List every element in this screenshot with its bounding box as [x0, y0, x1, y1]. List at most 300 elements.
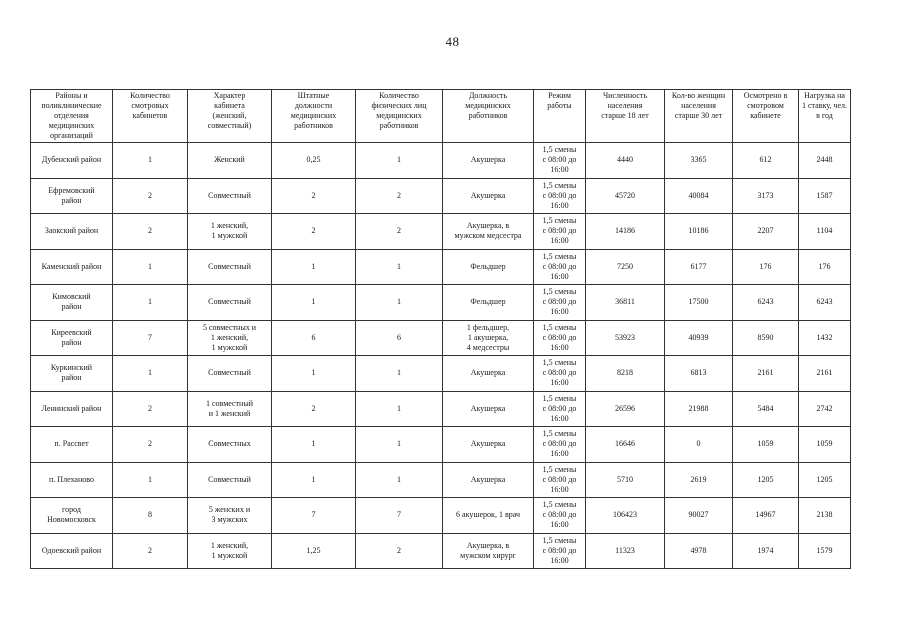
district-cell-text: Каменский район — [41, 261, 102, 271]
staff-positions-cell — [272, 533, 356, 569]
schedule-cell-text: 1,5 смены с 08:00 до 16:00 — [542, 393, 577, 423]
position-cell — [443, 498, 534, 534]
load-cell-text: 1059 — [816, 439, 833, 449]
schedule-cell — [534, 178, 586, 214]
load-cell — [799, 427, 851, 463]
population-cell-text: 8218 — [617, 368, 633, 378]
column-header-label: Режим работы — [547, 91, 572, 110]
women-cell — [665, 356, 733, 392]
room-type-cell-text: Совместных — [208, 439, 251, 449]
staff-positions-cell — [272, 178, 356, 214]
staff-positions-cell-text: 7 — [311, 510, 316, 520]
room-count-cell — [113, 462, 188, 498]
room-type-cell — [188, 285, 272, 321]
staff-count-cell-text: 1 — [397, 261, 401, 271]
examined-cell — [733, 249, 799, 285]
examined-cell — [733, 178, 799, 214]
load-cell-text: 2161 — [816, 368, 833, 378]
table-row — [31, 143, 851, 179]
room-count-cell — [113, 320, 188, 356]
population-cell — [586, 249, 665, 285]
district-cell-text: Дубенский район — [41, 155, 102, 165]
column-header-label: Количество физических лиц медицинских работников — [371, 91, 427, 130]
examined-cell-text: 2207 — [757, 226, 774, 236]
position-cell-text: Акушерка — [470, 368, 506, 378]
position-cell — [443, 533, 534, 569]
district-cell-text: Заокский район — [44, 226, 99, 236]
district-cell — [31, 285, 113, 321]
column-header-label: Кол-во женщин населения старше 30 лет — [671, 91, 726, 120]
staff-count-cell-text: 1 — [397, 155, 401, 165]
position-cell-text: Акушерка — [470, 190, 506, 200]
room-type-cell-text: 1 женский, 1 мужской — [210, 540, 249, 560]
examined-cell-text: 2161 — [757, 368, 774, 378]
women-cell-text: 40939 — [688, 332, 709, 342]
examined-cell — [733, 356, 799, 392]
staff-positions-cell-text: 1 — [311, 368, 316, 378]
staff-count-cell-text: 1 — [397, 297, 401, 307]
women-cell — [665, 143, 733, 179]
population-cell — [586, 427, 665, 463]
examined-cell — [733, 320, 799, 356]
room-type-cell — [188, 356, 272, 392]
staff-positions-cell — [272, 462, 356, 498]
load-cell-text: 1579 — [816, 545, 833, 555]
district-cell — [31, 249, 113, 285]
column-header — [799, 90, 851, 143]
position-cell-text: Акушерка — [470, 403, 506, 413]
schedule-cell-text: 1,5 смены с 08:00 до 16:00 — [542, 145, 577, 175]
position-cell-text: 6 акушерок, 1 врач — [456, 510, 520, 520]
women-cell — [665, 391, 733, 427]
room-count-cell — [113, 178, 188, 214]
load-cell-text: 1205 — [816, 474, 833, 484]
district-cell-text: город Новомосковск — [47, 505, 96, 525]
load-cell-text: 2138 — [816, 510, 833, 520]
load-cell-text: 2448 — [816, 155, 833, 165]
staff-count-cell-text: 2 — [397, 545, 401, 555]
room-count-cell — [113, 214, 188, 250]
room-type-cell — [188, 143, 272, 179]
column-header-label: Количество смотровых кабинетов — [130, 91, 170, 120]
load-cell — [799, 498, 851, 534]
column-header — [534, 90, 586, 143]
column-header — [586, 90, 665, 143]
schedule-cell — [534, 533, 586, 569]
women-cell-text: 10186 — [688, 226, 709, 236]
staff-positions-cell — [272, 143, 356, 179]
staff-count-cell — [356, 391, 443, 427]
staff-positions-cell — [272, 356, 356, 392]
staff-count-cell-text: 6 — [397, 332, 401, 342]
column-header-label: Должность медицинских работников — [465, 91, 511, 120]
staff-positions-cell-text: 2 — [311, 190, 316, 200]
staff-positions-cell-text: 1 — [311, 261, 316, 271]
schedule-cell-text: 1,5 смены с 08:00 до 16:00 — [542, 180, 577, 210]
staff-positions-cell — [272, 498, 356, 534]
district-cell — [31, 533, 113, 569]
schedule-cell — [534, 143, 586, 179]
staff-positions-cell — [272, 214, 356, 250]
table-row — [31, 533, 851, 569]
population-cell-text: 106423 — [613, 510, 637, 520]
load-cell-text: 1104 — [816, 226, 833, 236]
staff-positions-cell-text: 0,25 — [306, 155, 321, 165]
women-cell — [665, 249, 733, 285]
examined-cell-text: 1059 — [757, 439, 774, 449]
examined-cell — [733, 498, 799, 534]
schedule-cell-text: 1,5 смены с 08:00 до 16:00 — [542, 216, 577, 246]
page-number: 48 — [445, 34, 460, 49]
room-count-cell-text: 1 — [148, 261, 152, 271]
staff-positions-cell — [272, 249, 356, 285]
staff-count-cell-text: 1 — [397, 403, 401, 413]
women-cell — [665, 285, 733, 321]
position-cell — [443, 391, 534, 427]
column-header-label: Штатные должности медицинских работников — [290, 91, 337, 130]
staff-count-cell-text: 7 — [397, 510, 401, 520]
examined-cell — [733, 143, 799, 179]
women-cell — [665, 462, 733, 498]
room-count-cell — [113, 143, 188, 179]
load-cell — [799, 533, 851, 569]
women-cell-text: 3365 — [690, 155, 707, 165]
women-cell-text: 2619 — [690, 474, 707, 484]
room-count-cell-text: 7 — [148, 332, 152, 342]
room-count-cell-text: 2 — [148, 190, 152, 200]
staff-count-cell — [356, 249, 443, 285]
schedule-cell-text: 1,5 смены с 08:00 до 16:00 — [542, 251, 577, 281]
schedule-cell — [534, 498, 586, 534]
position-cell — [443, 320, 534, 356]
population-cell-text: 4440 — [617, 155, 633, 165]
women-cell-text: 6177 — [690, 261, 707, 271]
staff-count-cell — [356, 143, 443, 179]
staff-positions-cell-text: 6 — [311, 332, 316, 342]
table-row — [31, 178, 851, 214]
women-cell-text: 40084 — [688, 190, 709, 200]
room-count-cell — [113, 285, 188, 321]
population-cell — [586, 214, 665, 250]
staff-positions-cell — [272, 320, 356, 356]
room-type-cell-text: 1 женский, 1 мужской — [210, 221, 249, 241]
load-cell — [799, 285, 851, 321]
women-cell-text: 17500 — [688, 297, 709, 307]
load-cell — [799, 249, 851, 285]
position-cell — [443, 214, 534, 250]
room-type-cell — [188, 533, 272, 569]
room-count-cell — [113, 533, 188, 569]
table-row — [31, 391, 851, 427]
district-cell-text: п. Плеханово — [49, 474, 94, 484]
examined-cell-text: 6243 — [757, 297, 774, 307]
room-type-cell-text: Совместный — [208, 368, 251, 378]
staff-count-cell — [356, 462, 443, 498]
district-cell-text: Ефремовский район — [48, 185, 95, 205]
room-type-cell — [188, 178, 272, 214]
schedule-cell — [534, 427, 586, 463]
examined-cell-text: 5484 — [757, 403, 774, 413]
table-row — [31, 285, 851, 321]
district-cell-text: Ленинский район — [41, 403, 102, 413]
load-cell — [799, 320, 851, 356]
room-type-cell — [188, 462, 272, 498]
schedule-cell-text: 1,5 смены с 08:00 до 16:00 — [542, 287, 577, 317]
load-cell-text: 6243 — [816, 297, 833, 307]
schedule-cell-text: 1,5 смены с 08:00 до 16:00 — [542, 535, 577, 565]
women-cell-text: 90027 — [688, 510, 709, 520]
women-cell — [665, 498, 733, 534]
population-cell-text: 5710 — [617, 474, 633, 484]
table-body — [31, 143, 851, 569]
table-row — [31, 214, 851, 250]
staff-count-cell-text: 1 — [397, 439, 401, 449]
staff-count-cell — [356, 356, 443, 392]
room-count-cell — [113, 498, 188, 534]
position-cell — [443, 427, 534, 463]
table-row — [31, 320, 851, 356]
district-cell-text: п. Рассвет — [54, 439, 89, 449]
room-type-cell — [188, 498, 272, 534]
schedule-cell — [534, 462, 586, 498]
column-header — [272, 90, 356, 143]
staff-count-cell — [356, 498, 443, 534]
women-cell-text: 4978 — [690, 545, 707, 555]
schedule-cell-text: 1,5 смены с 08:00 до 16:00 — [542, 358, 577, 388]
women-cell-text: 21988 — [688, 403, 709, 413]
population-cell — [586, 320, 665, 356]
district-cell — [31, 462, 113, 498]
district-cell — [31, 320, 113, 356]
population-cell-text: 7250 — [617, 261, 633, 271]
room-count-cell-text: 1 — [148, 297, 152, 307]
header-row — [31, 90, 851, 143]
district-cell — [31, 214, 113, 250]
position-cell-text: Акушерка — [470, 439, 506, 449]
population-cell — [586, 285, 665, 321]
room-type-cell — [188, 214, 272, 250]
column-header-label: Характер кабинета (женский, совместный) — [207, 91, 252, 130]
staff-positions-cell-text: 1,25 — [306, 545, 321, 555]
staff-count-cell-text: 1 — [397, 368, 401, 378]
examined-cell-text: 1205 — [757, 474, 774, 484]
table-header — [31, 90, 851, 143]
population-cell — [586, 462, 665, 498]
staff-positions-cell — [272, 391, 356, 427]
room-count-cell — [113, 391, 188, 427]
column-header-label: Нагрузка на 1 ставку, чел. в год — [801, 91, 847, 120]
staff-count-cell — [356, 533, 443, 569]
population-cell-text: 11323 — [615, 545, 635, 555]
women-cell — [665, 320, 733, 356]
position-cell — [443, 249, 534, 285]
position-cell — [443, 462, 534, 498]
women-cell — [665, 178, 733, 214]
room-type-cell — [188, 427, 272, 463]
column-header — [188, 90, 272, 143]
district-cell — [31, 427, 113, 463]
column-header — [113, 90, 188, 143]
staff-count-cell — [356, 285, 443, 321]
examined-cell — [733, 285, 799, 321]
position-cell-text: 1 фельдшер, 1 акушерка, 4 медсестры — [466, 322, 510, 352]
staff-count-cell — [356, 427, 443, 463]
schedule-cell — [534, 320, 586, 356]
staff-positions-cell-text: 2 — [311, 226, 316, 236]
column-header-label: Численность населения старше 18 лет — [601, 91, 649, 120]
population-cell — [586, 178, 665, 214]
position-cell — [443, 285, 534, 321]
staff-count-cell — [356, 214, 443, 250]
population-cell-text: 45720 — [615, 190, 635, 200]
schedule-cell-text: 1,5 смены с 08:00 до 16:00 — [542, 464, 577, 494]
load-cell — [799, 356, 851, 392]
examined-cell — [733, 214, 799, 250]
staff-count-cell-text: 2 — [397, 226, 401, 236]
women-cell-text: 0 — [696, 439, 701, 449]
room-count-cell-text: 1 — [148, 474, 152, 484]
district-cell — [31, 498, 113, 534]
room-count-cell — [113, 356, 188, 392]
table-row — [31, 356, 851, 392]
district-cell — [31, 178, 113, 214]
room-type-cell — [188, 391, 272, 427]
table-row — [31, 462, 851, 498]
population-cell-text: 14186 — [615, 226, 635, 236]
room-type-cell-text: Совместный — [208, 261, 251, 271]
room-type-cell-text: Женский — [214, 155, 245, 165]
column-header-label: Районы и поликлинические отделения медицинских организаций — [41, 91, 102, 140]
position-cell-text: Фельдшер — [470, 261, 506, 271]
column-header — [733, 90, 799, 143]
examined-cell-text: 612 — [759, 155, 772, 165]
room-type-cell — [188, 249, 272, 285]
examined-cell — [733, 462, 799, 498]
staff-positions-cell-text: 1 — [311, 474, 316, 484]
examined-cell-text: 8590 — [757, 332, 774, 342]
load-cell-text: 1432 — [816, 332, 833, 342]
schedule-cell-text: 1,5 смены с 08:00 до 16:00 — [542, 429, 577, 459]
women-cell — [665, 427, 733, 463]
staff-positions-cell-text: 1 — [311, 439, 316, 449]
population-cell-text: 26596 — [615, 403, 635, 413]
table-row — [31, 498, 851, 534]
women-cell — [665, 214, 733, 250]
column-header — [31, 90, 113, 143]
position-cell-text: Фельдшер — [470, 297, 506, 307]
schedule-cell — [534, 249, 586, 285]
population-cell-text: 36811 — [615, 297, 635, 307]
staff-count-cell-text: 2 — [397, 190, 401, 200]
schedule-cell — [534, 391, 586, 427]
table-row — [31, 427, 851, 463]
data-table — [30, 89, 851, 569]
load-cell — [799, 214, 851, 250]
load-cell — [799, 178, 851, 214]
population-cell-text: 16646 — [615, 439, 635, 449]
room-type-cell — [188, 320, 272, 356]
population-cell — [586, 143, 665, 179]
district-cell — [31, 143, 113, 179]
room-type-cell-text: 1 совместный и 1 женский — [206, 398, 253, 418]
staff-positions-cell-text: 2 — [311, 403, 316, 413]
staff-positions-cell — [272, 285, 356, 321]
room-count-cell-text: 2 — [148, 545, 152, 555]
room-type-cell-text: Совместный — [208, 474, 251, 484]
column-header — [356, 90, 443, 143]
examined-cell — [733, 427, 799, 463]
schedule-cell-text: 1,5 смены с 08:00 до 16:00 — [542, 322, 577, 352]
women-cell — [665, 533, 733, 569]
position-cell — [443, 356, 534, 392]
district-cell-text: Киреевский район — [51, 327, 92, 347]
examined-cell — [733, 391, 799, 427]
load-cell-text: 1587 — [816, 190, 833, 200]
schedule-cell — [534, 214, 586, 250]
room-type-cell-text: Совместный — [208, 190, 251, 200]
examined-cell-text: 1974 — [757, 545, 774, 555]
population-cell — [586, 498, 665, 534]
room-count-cell-text: 2 — [148, 226, 152, 236]
column-header — [665, 90, 733, 143]
examined-cell-text: 3173 — [757, 190, 774, 200]
staff-count-cell — [356, 178, 443, 214]
position-cell-text: Акушерка, в мужском хирург — [460, 540, 516, 560]
position-cell — [443, 178, 534, 214]
column-header — [443, 90, 534, 143]
district-cell-text: Одоевский район — [41, 545, 102, 555]
position-cell-text: Акушерка — [470, 155, 506, 165]
population-cell — [586, 391, 665, 427]
women-cell-text: 6813 — [690, 368, 707, 378]
load-cell — [799, 143, 851, 179]
position-cell-text: Акушерка — [470, 474, 506, 484]
room-type-cell-text: 5 женских и 3 мужских — [208, 505, 251, 525]
room-count-cell-text: 1 — [148, 368, 152, 378]
examined-cell — [733, 533, 799, 569]
room-count-cell-text: 1 — [148, 155, 152, 165]
room-count-cell-text: 2 — [148, 403, 152, 413]
table-row — [31, 249, 851, 285]
position-cell-text: Акушерка, в мужском медсестра — [454, 221, 522, 241]
load-cell-text: 2742 — [816, 403, 833, 413]
population-cell — [586, 356, 665, 392]
room-count-cell — [113, 249, 188, 285]
district-cell-text: Кимовский район — [52, 292, 91, 312]
schedule-cell-text: 1,5 смены с 08:00 до 16:00 — [542, 500, 577, 530]
room-count-cell-text: 8 — [148, 510, 152, 520]
schedule-cell — [534, 285, 586, 321]
staff-count-cell-text: 1 — [397, 474, 401, 484]
staff-count-cell — [356, 320, 443, 356]
district-cell — [31, 356, 113, 392]
room-type-cell-text: Совместный — [208, 297, 251, 307]
staff-positions-cell — [272, 427, 356, 463]
staff-positions-cell-text: 1 — [311, 297, 316, 307]
examined-cell-text: 176 — [759, 261, 772, 271]
position-cell — [443, 143, 534, 179]
examined-cell-text: 14967 — [755, 510, 776, 520]
load-cell-text: 176 — [818, 261, 831, 271]
district-cell — [31, 391, 113, 427]
column-header-label: Осмотрено в смотровом кабинете — [743, 91, 788, 120]
population-cell — [586, 533, 665, 569]
room-count-cell — [113, 427, 188, 463]
schedule-cell — [534, 356, 586, 392]
room-type-cell-text: 5 совместных и 1 женский, 1 мужской — [203, 322, 256, 352]
room-count-cell-text: 2 — [148, 439, 152, 449]
load-cell — [799, 462, 851, 498]
